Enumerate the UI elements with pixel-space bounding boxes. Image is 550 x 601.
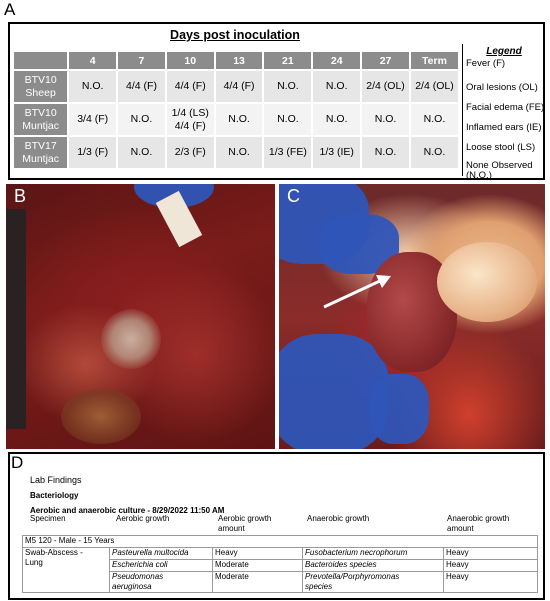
lab-findings-panel (8, 452, 545, 600)
table-cell: N.O. (411, 137, 458, 168)
table-cell: N.O. (118, 104, 165, 135)
table-cell: 1/3 (F) (69, 137, 116, 168)
table-cell: N.O. (313, 71, 360, 102)
header-day: 21 (264, 52, 311, 69)
specimen-cell: Swab-Abscess - Lung (23, 548, 110, 593)
table-cell: 1/3 (FE) (264, 137, 311, 168)
aerobic-amount: Heavy (213, 548, 303, 560)
table-cell: 4/4 (F) (216, 71, 263, 102)
row-label: BTV10 Sheep (14, 71, 67, 102)
symptom-table-panel (8, 22, 545, 180)
table-cell: 2/4 (OL) (362, 71, 409, 102)
legend-item: Loose stool (LS) (466, 142, 536, 153)
table-cell: N.O. (264, 71, 311, 102)
header-blank (14, 52, 67, 69)
header-day: 13 (216, 52, 263, 69)
header-specimen: Specimen (30, 514, 66, 523)
header-day: 7 (118, 52, 165, 69)
panel-label-b: B (14, 186, 27, 206)
table-row (14, 71, 458, 102)
symptom-table-container (10, 24, 460, 178)
legend-item: Oral lesions (OL) (466, 82, 538, 93)
table-row (23, 536, 538, 548)
table-cell: N.O. (118, 137, 165, 168)
legend-item: Inflamed ears (IE) (466, 122, 542, 133)
table-cell: 3/4 (F) (69, 104, 116, 135)
header-day: 4 (69, 52, 116, 69)
table-header-row (14, 52, 458, 69)
table-cell: N.O. (216, 104, 263, 135)
anaerobic-organism: Bacteroides species (303, 560, 444, 572)
table-cell: N.O. (411, 104, 458, 135)
row-label: BTV10 Muntjac (14, 104, 67, 135)
header-aerobic-growth: Aerobic growth (116, 514, 170, 523)
aerobic-organism: Pseudomonas aeruginosa (110, 572, 213, 593)
panel-label-a: A (4, 0, 16, 19)
lab-findings-heading: Lab Findings (30, 475, 82, 485)
table-cell: 4/4 (F) (167, 71, 214, 102)
table-row (14, 104, 458, 135)
table-cell: N.O. (362, 137, 409, 168)
table-cell: 1/4 (LS) 4/4 (F) (167, 104, 214, 135)
anaerobic-amount: Heavy (444, 548, 538, 560)
aerobic-amount: Moderate (213, 560, 303, 572)
bacteriology-heading: Bacteriology (30, 491, 79, 500)
header-anaerobic-growth: Anaerobic growth (307, 514, 370, 523)
table-cell: 1/3 (IE) (313, 137, 360, 168)
lung-necropsy-photo (6, 184, 275, 449)
header-day: Term (411, 52, 458, 69)
panel-label-d: D (11, 453, 24, 472)
days-post-inoculation-title: Days post inoculation (170, 28, 300, 42)
table-cell: 2/4 (OL) (411, 71, 458, 102)
header-anaerobic-amount: Anaerobic growth amount (447, 514, 510, 533)
dark-edge-shape (6, 209, 26, 429)
patient-info: M5 120 - Male - 15 Years (23, 536, 538, 548)
anaerobic-organism: Fusobacterium necrophorum (303, 548, 444, 560)
table-cell: 4/4 (F) (118, 71, 165, 102)
anaerobic-amount: Heavy (444, 572, 538, 593)
table-row (23, 548, 538, 560)
table-cell: N.O. (69, 71, 116, 102)
header-day: 24 (313, 52, 360, 69)
aerobic-organism: Pasteurella multocida (110, 548, 213, 560)
table-cell: N.O. (216, 137, 263, 168)
arrow-icon (279, 184, 545, 449)
organ-necropsy-photo (279, 184, 545, 449)
legend-item: (N.O.) (466, 170, 492, 181)
table-row (14, 137, 458, 168)
header-aerobic-amount: Aerobic growth amount (218, 514, 272, 533)
panel-label-c: C (287, 186, 300, 206)
aerobic-organism: Escherichia coli (110, 560, 213, 572)
legend (462, 44, 545, 181)
table-cell: N.O. (313, 104, 360, 135)
table-cell: 2/3 (F) (167, 137, 214, 168)
table-cell: N.O. (362, 104, 409, 135)
row-label: BTV17 Muntjac (14, 137, 67, 168)
aerobic-amount: Moderate (213, 572, 303, 593)
header-day: 10 (167, 52, 214, 69)
anaerobic-organism: Prevotella/Porphyromonas species (303, 572, 444, 593)
header-day: 27 (362, 52, 409, 69)
legend-title: Legend (486, 46, 522, 57)
culture-line: Aerobic and anaerobic culture - 8/29/2022 11:50 AM (30, 506, 225, 515)
symptom-table (12, 50, 460, 170)
tissue-shape (61, 389, 141, 444)
legend-item: None Observed (466, 160, 533, 171)
legend-item: Facial edema (FE) (466, 102, 545, 113)
culture-results-table (22, 535, 538, 593)
abscess-shape (101, 309, 161, 369)
table-cell: N.O. (264, 104, 311, 135)
anaerobic-amount: Heavy (444, 560, 538, 572)
legend-item: Fever (F) (466, 58, 506, 69)
